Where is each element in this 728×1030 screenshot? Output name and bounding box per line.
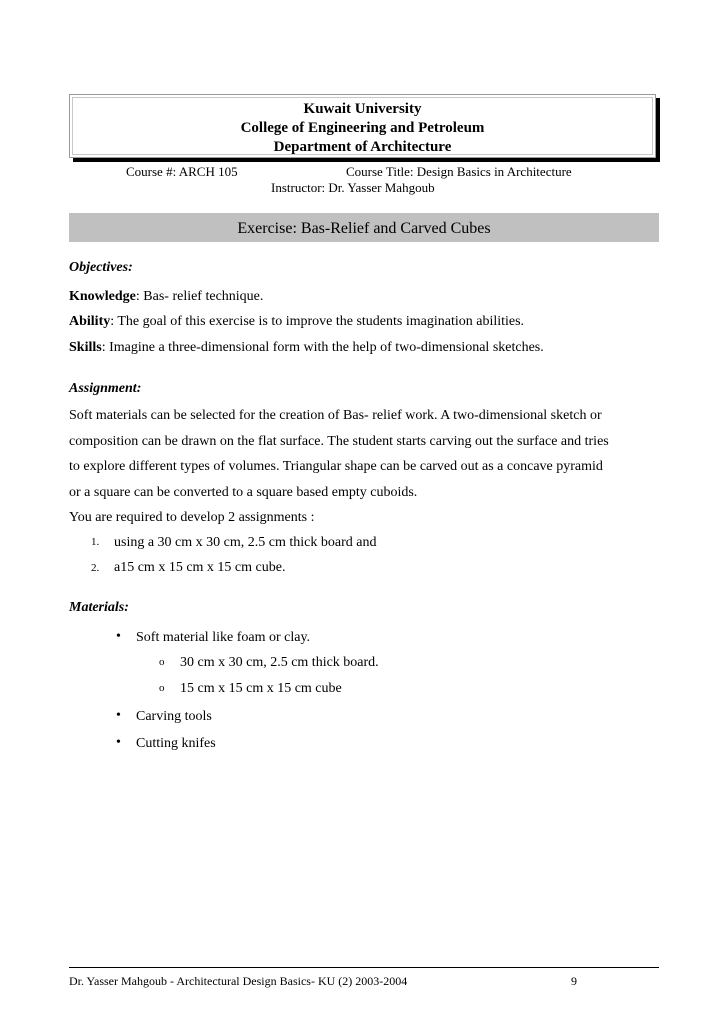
objective-skills — [69, 339, 544, 356]
course-title: Course Title: Design Basics in Architecture — [346, 164, 572, 179]
department-name: Department of Architecture — [273, 139, 452, 155]
material-item: Carving tools — [136, 709, 212, 724]
circle-bullet-icon: o — [159, 682, 165, 694]
material-item: Cutting knifes — [136, 736, 216, 751]
materials-heading: Materials: — [69, 600, 129, 615]
exercise-title-bar — [69, 213, 659, 242]
footer-text: Dr. Yasser Mahgoub - Architectural Design Basics- KU (2) 2003-2004 — [69, 974, 408, 988]
objective-label: Knowledge — [69, 289, 136, 304]
assignment-paragraph-line: composition can be drawn on the flat surface. The student starts carving out the surface and tries — [69, 434, 609, 449]
header-box — [69, 94, 656, 158]
bullet-icon: • — [116, 735, 121, 750]
circle-bullet-icon: o — [159, 656, 165, 668]
footer-divider — [69, 967, 659, 968]
course-number: Course #: ARCH 105 — [126, 164, 238, 179]
assignment-paragraph-line: Soft materials can be selected for the creation of Bas- relief work. A two-dimensional sketch or — [69, 408, 602, 423]
objective-text: : The goal of this exercise is to improve the students imagination abilities. — [110, 314, 525, 329]
list-marker: 2. — [91, 562, 100, 574]
page-number: 9 — [571, 974, 577, 988]
assignment-heading: Assignment: — [69, 381, 142, 396]
assignment-paragraph-line: to explore different types of volumes. Triangular shape can be carved out as a concave pyramid — [69, 459, 603, 474]
material-subitem: 30 cm x 30 cm, 2.5 cm thick board. — [180, 655, 379, 670]
material-subitem: 15 cm x 15 cm x 15 cm cube — [180, 681, 342, 696]
exercise-title: Exercise: Bas-Relief and Carved Cubes — [237, 220, 491, 237]
bullet-icon: • — [116, 629, 121, 644]
material-item: Soft material like foam or clay. — [136, 630, 311, 645]
objectives-heading: Objectives: — [69, 260, 133, 275]
bullet-icon: • — [116, 708, 121, 723]
objective-label: Skills — [69, 340, 102, 355]
assignment-paragraph-line: or a square can be converted to a square based empty cuboids. — [69, 485, 418, 500]
list-marker: 1. — [91, 536, 100, 548]
university-name: Kuwait University — [303, 101, 422, 117]
instructor: Instructor: Dr. Yasser Mahgoub — [271, 180, 435, 195]
objective-knowledge — [69, 288, 263, 305]
objective-label: Ability — [69, 314, 111, 329]
assignment-list-item: using a 30 cm x 30 cm, 2.5 cm thick board and — [114, 535, 377, 550]
objective-ability — [69, 313, 524, 330]
assignment-list-item: a15 cm x 15 cm x 15 cm cube. — [114, 560, 286, 575]
objective-text: : Imagine a three-dimensional form with the help of two-dimensional sketches. — [101, 340, 544, 355]
objective-text: : Bas- relief technique. — [135, 289, 264, 304]
college-name: College of Engineering and Petroleum — [240, 120, 485, 136]
assignment-required: You are required to develop 2 assignments : — [69, 510, 315, 525]
